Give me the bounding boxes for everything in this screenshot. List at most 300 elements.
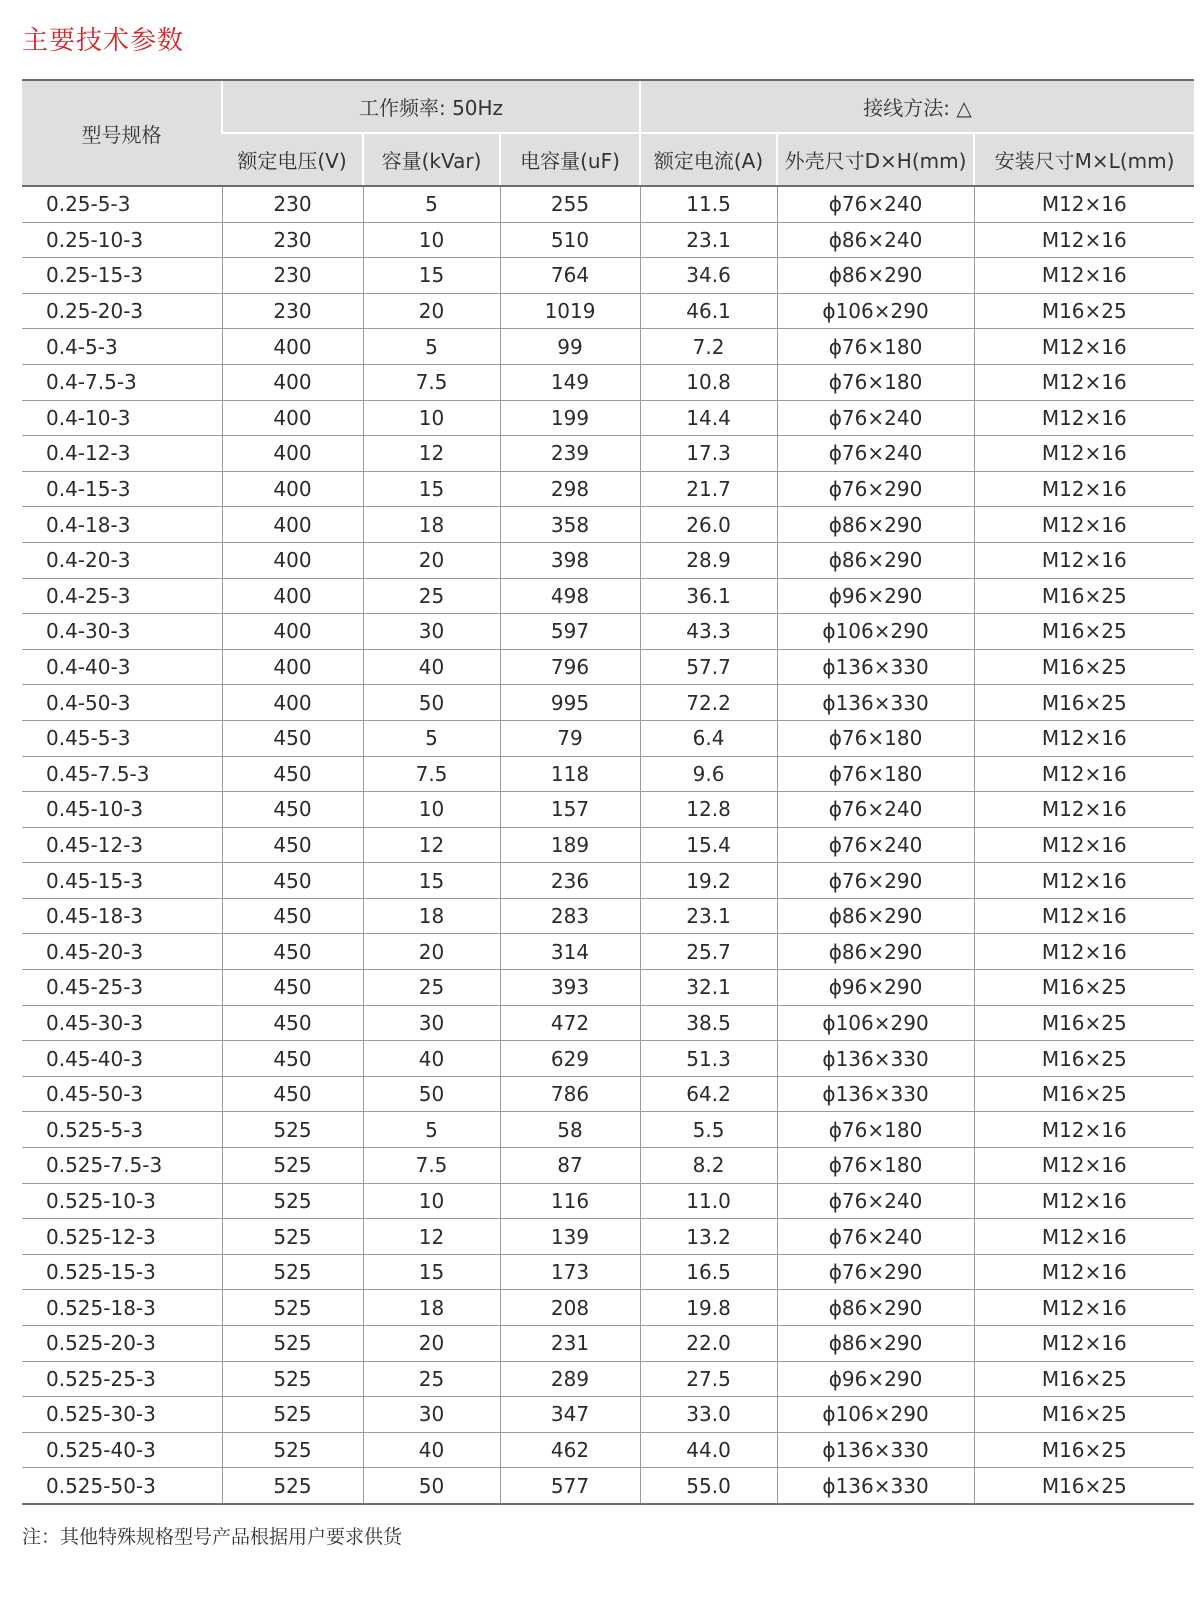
table-row bbox=[22, 293, 1194, 329]
cell-model: 0.25-10-3 bbox=[22, 222, 222, 258]
cell-mounting-size: M12×16 bbox=[974, 258, 1194, 294]
table-row bbox=[22, 1076, 1194, 1112]
table-row bbox=[22, 1183, 1194, 1219]
cell-model: 0.4-50-3 bbox=[22, 685, 222, 721]
table-row bbox=[22, 436, 1194, 472]
cell-model: 0.45-12-3 bbox=[22, 827, 222, 863]
cell-housing-size: ϕ76×290 bbox=[777, 1254, 974, 1290]
cell-rated-voltage: 450 bbox=[222, 720, 363, 756]
cell-rated-current: 19.2 bbox=[640, 863, 777, 899]
cell-rated-voltage: 400 bbox=[222, 400, 363, 436]
cell-mounting-size: M16×25 bbox=[974, 293, 1194, 329]
header-housing-size: 外壳尺寸D×H(mm) bbox=[777, 133, 974, 186]
cell-rated-voltage: 525 bbox=[222, 1361, 363, 1397]
cell-rated-current: 15.4 bbox=[640, 827, 777, 863]
cell-rated-voltage: 450 bbox=[222, 970, 363, 1006]
cell-housing-size: ϕ76×180 bbox=[777, 720, 974, 756]
table-row bbox=[22, 186, 1194, 222]
cell-housing-size: ϕ76×180 bbox=[777, 329, 974, 365]
cell-capacity: 5 bbox=[363, 186, 500, 222]
cell-housing-size: ϕ76×240 bbox=[777, 400, 974, 436]
cell-housing-size: ϕ76×290 bbox=[777, 863, 974, 899]
cell-rated-voltage: 525 bbox=[222, 1397, 363, 1433]
cell-rated-voltage: 400 bbox=[222, 507, 363, 543]
cell-model: 0.525-30-3 bbox=[22, 1397, 222, 1433]
cell-capacitance: 393 bbox=[500, 970, 640, 1006]
cell-rated-current: 12.8 bbox=[640, 792, 777, 828]
header-frequency: 工作频率: 50Hz bbox=[222, 80, 640, 133]
cell-housing-size: ϕ96×290 bbox=[777, 578, 974, 614]
table-row bbox=[22, 1397, 1194, 1433]
cell-housing-size: ϕ76×240 bbox=[777, 436, 974, 472]
cell-mounting-size: M12×16 bbox=[974, 1219, 1194, 1255]
cell-model: 0.525-25-3 bbox=[22, 1361, 222, 1397]
cell-mounting-size: M12×16 bbox=[974, 400, 1194, 436]
cell-rated-current: 11.0 bbox=[640, 1183, 777, 1219]
cell-capacitance: 139 bbox=[500, 1219, 640, 1255]
table-row bbox=[22, 364, 1194, 400]
table-header-row-top bbox=[22, 80, 1194, 133]
cell-rated-current: 13.2 bbox=[640, 1219, 777, 1255]
cell-capacity: 20 bbox=[363, 1326, 500, 1362]
table-row bbox=[22, 1219, 1194, 1255]
cell-rated-voltage: 450 bbox=[222, 863, 363, 899]
cell-mounting-size: M16×25 bbox=[974, 649, 1194, 685]
cell-housing-size: ϕ76×180 bbox=[777, 756, 974, 792]
cell-model: 0.525-40-3 bbox=[22, 1432, 222, 1468]
cell-mounting-size: M12×16 bbox=[974, 364, 1194, 400]
cell-rated-voltage: 400 bbox=[222, 471, 363, 507]
cell-model: 0.4-5-3 bbox=[22, 329, 222, 365]
cell-mounting-size: M12×16 bbox=[974, 329, 1194, 365]
cell-model: 0.45-15-3 bbox=[22, 863, 222, 899]
cell-rated-current: 38.5 bbox=[640, 1005, 777, 1041]
cell-capacity: 30 bbox=[363, 614, 500, 650]
cell-capacity: 12 bbox=[363, 827, 500, 863]
header-capacitance: 电容量(uF) bbox=[500, 133, 640, 186]
table-body bbox=[22, 186, 1194, 1504]
table-row bbox=[22, 863, 1194, 899]
cell-rated-voltage: 450 bbox=[222, 792, 363, 828]
cell-capacity: 50 bbox=[363, 1076, 500, 1112]
table-row bbox=[22, 1148, 1194, 1184]
cell-rated-voltage: 525 bbox=[222, 1183, 363, 1219]
cell-rated-voltage: 525 bbox=[222, 1290, 363, 1326]
cell-rated-current: 25.7 bbox=[640, 934, 777, 970]
cell-mounting-size: M12×16 bbox=[974, 1326, 1194, 1362]
cell-mounting-size: M16×25 bbox=[974, 1076, 1194, 1112]
cell-rated-voltage: 400 bbox=[222, 614, 363, 650]
cell-capacity: 25 bbox=[363, 970, 500, 1006]
cell-rated-current: 21.7 bbox=[640, 471, 777, 507]
cell-rated-voltage: 525 bbox=[222, 1148, 363, 1184]
cell-rated-voltage: 400 bbox=[222, 542, 363, 578]
cell-capacity: 7.5 bbox=[363, 1148, 500, 1184]
cell-mounting-size: M12×16 bbox=[974, 827, 1194, 863]
cell-housing-size: ϕ86×290 bbox=[777, 542, 974, 578]
cell-capacity: 7.5 bbox=[363, 364, 500, 400]
cell-capacitance: 314 bbox=[500, 934, 640, 970]
cell-rated-current: 44.0 bbox=[640, 1432, 777, 1468]
cell-mounting-size: M12×16 bbox=[974, 436, 1194, 472]
cell-rated-voltage: 400 bbox=[222, 649, 363, 685]
table-row bbox=[22, 827, 1194, 863]
cell-rated-current: 36.1 bbox=[640, 578, 777, 614]
cell-mounting-size: M16×25 bbox=[974, 685, 1194, 721]
cell-capacity: 20 bbox=[363, 293, 500, 329]
table-row bbox=[22, 258, 1194, 294]
cell-mounting-size: M12×16 bbox=[974, 542, 1194, 578]
cell-rated-voltage: 400 bbox=[222, 364, 363, 400]
cell-rated-voltage: 525 bbox=[222, 1468, 363, 1504]
footnote: 注：其他特殊规格型号产品根据用户要求供货 bbox=[22, 1526, 403, 1548]
cell-capacitance: 189 bbox=[500, 827, 640, 863]
cell-capacitance: 577 bbox=[500, 1468, 640, 1504]
cell-rated-current: 23.1 bbox=[640, 222, 777, 258]
cell-rated-voltage: 450 bbox=[222, 1005, 363, 1041]
header-rated-current: 额定电流(A) bbox=[640, 133, 777, 186]
cell-housing-size: ϕ76×240 bbox=[777, 827, 974, 863]
cell-rated-current: 10.8 bbox=[640, 364, 777, 400]
cell-capacity: 12 bbox=[363, 1219, 500, 1255]
cell-capacitance: 87 bbox=[500, 1148, 640, 1184]
cell-capacity: 15 bbox=[363, 863, 500, 899]
cell-mounting-size: M12×16 bbox=[974, 1112, 1194, 1148]
cell-capacity: 5 bbox=[363, 720, 500, 756]
table-row bbox=[22, 1005, 1194, 1041]
cell-capacity: 15 bbox=[363, 258, 500, 294]
cell-rated-voltage: 400 bbox=[222, 436, 363, 472]
cell-capacity: 50 bbox=[363, 1468, 500, 1504]
cell-model: 0.45-40-3 bbox=[22, 1041, 222, 1077]
table-row bbox=[22, 970, 1194, 1006]
cell-mounting-size: M16×25 bbox=[974, 1361, 1194, 1397]
cell-capacitance: 236 bbox=[500, 863, 640, 899]
header-wiring: 接线方法: △ bbox=[640, 80, 1194, 133]
cell-mounting-size: M12×16 bbox=[974, 186, 1194, 222]
cell-housing-size: ϕ86×290 bbox=[777, 1290, 974, 1326]
cell-mounting-size: M16×25 bbox=[974, 970, 1194, 1006]
cell-model: 0.25-15-3 bbox=[22, 258, 222, 294]
cell-mounting-size: M12×16 bbox=[974, 222, 1194, 258]
table-row bbox=[22, 578, 1194, 614]
cell-capacitance: 239 bbox=[500, 436, 640, 472]
cell-capacitance: 116 bbox=[500, 1183, 640, 1219]
cell-model: 0.45-50-3 bbox=[22, 1076, 222, 1112]
cell-mounting-size: M16×25 bbox=[974, 614, 1194, 650]
cell-housing-size: ϕ106×290 bbox=[777, 614, 974, 650]
cell-housing-size: ϕ86×290 bbox=[777, 507, 974, 543]
cell-model: 0.45-18-3 bbox=[22, 898, 222, 934]
cell-model: 0.45-30-3 bbox=[22, 1005, 222, 1041]
cell-capacity: 18 bbox=[363, 898, 500, 934]
cell-housing-size: ϕ136×330 bbox=[777, 1076, 974, 1112]
cell-rated-current: 34.6 bbox=[640, 258, 777, 294]
cell-capacitance: 231 bbox=[500, 1326, 640, 1362]
cell-housing-size: ϕ76×240 bbox=[777, 1183, 974, 1219]
cell-housing-size: ϕ76×240 bbox=[777, 792, 974, 828]
cell-rated-voltage: 230 bbox=[222, 222, 363, 258]
cell-capacity: 10 bbox=[363, 792, 500, 828]
cell-model: 0.4-10-3 bbox=[22, 400, 222, 436]
cell-capacitance: 597 bbox=[500, 614, 640, 650]
cell-rated-voltage: 450 bbox=[222, 827, 363, 863]
cell-housing-size: ϕ76×180 bbox=[777, 1112, 974, 1148]
cell-rated-voltage: 230 bbox=[222, 186, 363, 222]
cell-rated-current: 19.8 bbox=[640, 1290, 777, 1326]
cell-capacity: 25 bbox=[363, 1361, 500, 1397]
cell-capacitance: 472 bbox=[500, 1005, 640, 1041]
cell-rated-current: 7.2 bbox=[640, 329, 777, 365]
cell-housing-size: ϕ136×330 bbox=[777, 685, 974, 721]
cell-capacitance: 629 bbox=[500, 1041, 640, 1077]
cell-housing-size: ϕ106×290 bbox=[777, 293, 974, 329]
cell-mounting-size: M12×16 bbox=[974, 756, 1194, 792]
cell-rated-voltage: 230 bbox=[222, 258, 363, 294]
cell-model: 0.525-10-3 bbox=[22, 1183, 222, 1219]
cell-housing-size: ϕ76×180 bbox=[777, 1148, 974, 1184]
cell-capacitance: 498 bbox=[500, 578, 640, 614]
cell-model: 0.525-7.5-3 bbox=[22, 1148, 222, 1184]
cell-capacitance: 255 bbox=[500, 186, 640, 222]
cell-capacitance: 289 bbox=[500, 1361, 640, 1397]
cell-capacitance: 764 bbox=[500, 258, 640, 294]
table-row bbox=[22, 222, 1194, 258]
cell-rated-voltage: 450 bbox=[222, 934, 363, 970]
cell-rated-voltage: 450 bbox=[222, 898, 363, 934]
cell-model: 0.4-15-3 bbox=[22, 471, 222, 507]
cell-capacity: 40 bbox=[363, 1432, 500, 1468]
cell-rated-current: 46.1 bbox=[640, 293, 777, 329]
cell-mounting-size: M12×16 bbox=[974, 1148, 1194, 1184]
cell-housing-size: ϕ76×240 bbox=[777, 1219, 974, 1255]
cell-capacitance: 796 bbox=[500, 649, 640, 685]
cell-model: 0.45-20-3 bbox=[22, 934, 222, 970]
cell-housing-size: ϕ86×290 bbox=[777, 258, 974, 294]
cell-housing-size: ϕ86×290 bbox=[777, 934, 974, 970]
cell-capacity: 40 bbox=[363, 649, 500, 685]
cell-housing-size: ϕ86×290 bbox=[777, 898, 974, 934]
cell-model: 0.4-25-3 bbox=[22, 578, 222, 614]
spec-table bbox=[22, 79, 1194, 1505]
cell-model: 0.4-40-3 bbox=[22, 649, 222, 685]
cell-mounting-size: M16×25 bbox=[974, 1432, 1194, 1468]
cell-capacitance: 283 bbox=[500, 898, 640, 934]
cell-rated-current: 28.9 bbox=[640, 542, 777, 578]
cell-rated-voltage: 525 bbox=[222, 1254, 363, 1290]
header-rated-voltage: 额定电压(V) bbox=[222, 133, 363, 186]
cell-capacitance: 358 bbox=[500, 507, 640, 543]
cell-mounting-size: M16×25 bbox=[974, 1468, 1194, 1504]
cell-rated-current: 33.0 bbox=[640, 1397, 777, 1433]
cell-model: 0.45-5-3 bbox=[22, 720, 222, 756]
cell-capacitance: 79 bbox=[500, 720, 640, 756]
cell-capacitance: 510 bbox=[500, 222, 640, 258]
cell-capacitance: 199 bbox=[500, 400, 640, 436]
cell-capacity: 30 bbox=[363, 1005, 500, 1041]
cell-capacity: 10 bbox=[363, 400, 500, 436]
cell-model: 0.4-20-3 bbox=[22, 542, 222, 578]
cell-model: 0.25-20-3 bbox=[22, 293, 222, 329]
cell-capacitance: 157 bbox=[500, 792, 640, 828]
cell-rated-current: 5.5 bbox=[640, 1112, 777, 1148]
cell-mounting-size: M12×16 bbox=[974, 1183, 1194, 1219]
cell-rated-current: 8.2 bbox=[640, 1148, 777, 1184]
cell-mounting-size: M12×16 bbox=[974, 720, 1194, 756]
cell-capacity: 5 bbox=[363, 1112, 500, 1148]
cell-capacitance: 173 bbox=[500, 1254, 640, 1290]
cell-capacitance: 1019 bbox=[500, 293, 640, 329]
cell-capacity: 10 bbox=[363, 222, 500, 258]
cell-capacitance: 462 bbox=[500, 1432, 640, 1468]
cell-capacity: 30 bbox=[363, 1397, 500, 1433]
table-row bbox=[22, 649, 1194, 685]
cell-capacity: 5 bbox=[363, 329, 500, 365]
cell-model: 0.525-5-3 bbox=[22, 1112, 222, 1148]
cell-model: 0.4-30-3 bbox=[22, 614, 222, 650]
table-row bbox=[22, 329, 1194, 365]
cell-mounting-size: M12×16 bbox=[974, 471, 1194, 507]
cell-capacitance: 398 bbox=[500, 542, 640, 578]
cell-housing-size: ϕ96×290 bbox=[777, 970, 974, 1006]
cell-rated-current: 11.5 bbox=[640, 186, 777, 222]
cell-model: 0.525-12-3 bbox=[22, 1219, 222, 1255]
table-row bbox=[22, 507, 1194, 543]
cell-rated-current: 32.1 bbox=[640, 970, 777, 1006]
cell-capacity: 18 bbox=[363, 1290, 500, 1326]
cell-rated-current: 27.5 bbox=[640, 1361, 777, 1397]
cell-rated-current: 14.4 bbox=[640, 400, 777, 436]
cell-mounting-size: M12×16 bbox=[974, 898, 1194, 934]
cell-capacity: 15 bbox=[363, 1254, 500, 1290]
cell-capacity: 20 bbox=[363, 934, 500, 970]
table-row bbox=[22, 1254, 1194, 1290]
cell-housing-size: ϕ86×240 bbox=[777, 222, 974, 258]
header-capacity: 容量(kVar) bbox=[363, 133, 500, 186]
cell-mounting-size: M12×16 bbox=[974, 1254, 1194, 1290]
cell-rated-current: 72.2 bbox=[640, 685, 777, 721]
cell-capacitance: 99 bbox=[500, 329, 640, 365]
cell-rated-current: 23.1 bbox=[640, 898, 777, 934]
cell-model: 0.45-7.5-3 bbox=[22, 756, 222, 792]
cell-capacity: 12 bbox=[363, 436, 500, 472]
table-row bbox=[22, 898, 1194, 934]
cell-housing-size: ϕ96×290 bbox=[777, 1361, 974, 1397]
cell-model: 0.25-5-3 bbox=[22, 186, 222, 222]
cell-capacity: 15 bbox=[363, 471, 500, 507]
cell-mounting-size: M16×25 bbox=[974, 1005, 1194, 1041]
cell-rated-voltage: 400 bbox=[222, 329, 363, 365]
cell-housing-size: ϕ136×330 bbox=[777, 649, 974, 685]
table-row bbox=[22, 685, 1194, 721]
cell-model: 0.45-10-3 bbox=[22, 792, 222, 828]
cell-rated-current: 9.6 bbox=[640, 756, 777, 792]
table-row bbox=[22, 792, 1194, 828]
table-row bbox=[22, 1290, 1194, 1326]
cell-housing-size: ϕ106×290 bbox=[777, 1397, 974, 1433]
table-row bbox=[22, 400, 1194, 436]
table-row bbox=[22, 1041, 1194, 1077]
cell-rated-voltage: 525 bbox=[222, 1432, 363, 1468]
cell-capacitance: 118 bbox=[500, 756, 640, 792]
cell-housing-size: ϕ86×290 bbox=[777, 1326, 974, 1362]
table-row bbox=[22, 471, 1194, 507]
header-mounting-size: 安装尺寸M×L(mm) bbox=[974, 133, 1194, 186]
cell-mounting-size: M12×16 bbox=[974, 863, 1194, 899]
cell-rated-voltage: 400 bbox=[222, 685, 363, 721]
cell-housing-size: ϕ136×330 bbox=[777, 1468, 974, 1504]
cell-rated-voltage: 450 bbox=[222, 1041, 363, 1077]
cell-mounting-size: M16×25 bbox=[974, 578, 1194, 614]
table-row bbox=[22, 1361, 1194, 1397]
cell-capacitance: 347 bbox=[500, 1397, 640, 1433]
cell-rated-current: 26.0 bbox=[640, 507, 777, 543]
cell-housing-size: ϕ76×240 bbox=[777, 186, 974, 222]
cell-model: 0.525-15-3 bbox=[22, 1254, 222, 1290]
cell-housing-size: ϕ106×290 bbox=[777, 1005, 974, 1041]
cell-rated-voltage: 525 bbox=[222, 1219, 363, 1255]
cell-housing-size: ϕ76×290 bbox=[777, 471, 974, 507]
cell-model: 0.4-12-3 bbox=[22, 436, 222, 472]
page-title: 主要技术参数 bbox=[22, 26, 185, 56]
cell-mounting-size: M16×25 bbox=[974, 1397, 1194, 1433]
table-row bbox=[22, 720, 1194, 756]
cell-model: 0.525-20-3 bbox=[22, 1326, 222, 1362]
cell-rated-current: 6.4 bbox=[640, 720, 777, 756]
cell-capacity: 25 bbox=[363, 578, 500, 614]
cell-capacity: 18 bbox=[363, 507, 500, 543]
cell-rated-voltage: 525 bbox=[222, 1112, 363, 1148]
cell-rated-voltage: 230 bbox=[222, 293, 363, 329]
cell-capacitance: 149 bbox=[500, 364, 640, 400]
table-row bbox=[22, 934, 1194, 970]
cell-capacitance: 786 bbox=[500, 1076, 640, 1112]
cell-rated-voltage: 400 bbox=[222, 578, 363, 614]
cell-rated-current: 64.2 bbox=[640, 1076, 777, 1112]
cell-housing-size: ϕ136×330 bbox=[777, 1041, 974, 1077]
cell-rated-current: 17.3 bbox=[640, 436, 777, 472]
cell-mounting-size: M12×16 bbox=[974, 1290, 1194, 1326]
cell-rated-current: 57.7 bbox=[640, 649, 777, 685]
cell-mounting-size: M12×16 bbox=[974, 934, 1194, 970]
cell-rated-current: 55.0 bbox=[640, 1468, 777, 1504]
cell-rated-voltage: 450 bbox=[222, 1076, 363, 1112]
table-row bbox=[22, 1326, 1194, 1362]
cell-mounting-size: M12×16 bbox=[974, 507, 1194, 543]
cell-model: 0.525-50-3 bbox=[22, 1468, 222, 1504]
cell-housing-size: ϕ76×180 bbox=[777, 364, 974, 400]
table-row bbox=[22, 1432, 1194, 1468]
cell-capacity: 10 bbox=[363, 1183, 500, 1219]
table-row bbox=[22, 1468, 1194, 1504]
cell-rated-current: 43.3 bbox=[640, 614, 777, 650]
cell-capacitance: 208 bbox=[500, 1290, 640, 1326]
cell-rated-current: 51.3 bbox=[640, 1041, 777, 1077]
cell-capacitance: 298 bbox=[500, 471, 640, 507]
header-model: 型号规格 bbox=[22, 80, 222, 186]
cell-rated-current: 22.0 bbox=[640, 1326, 777, 1362]
table-row bbox=[22, 542, 1194, 578]
cell-capacitance: 58 bbox=[500, 1112, 640, 1148]
cell-model: 0.525-18-3 bbox=[22, 1290, 222, 1326]
cell-mounting-size: M16×25 bbox=[974, 1041, 1194, 1077]
cell-housing-size: ϕ136×330 bbox=[777, 1432, 974, 1468]
cell-rated-voltage: 525 bbox=[222, 1326, 363, 1362]
cell-mounting-size: M12×16 bbox=[974, 792, 1194, 828]
cell-capacity: 50 bbox=[363, 685, 500, 721]
cell-model: 0.4-7.5-3 bbox=[22, 364, 222, 400]
table-row bbox=[22, 756, 1194, 792]
